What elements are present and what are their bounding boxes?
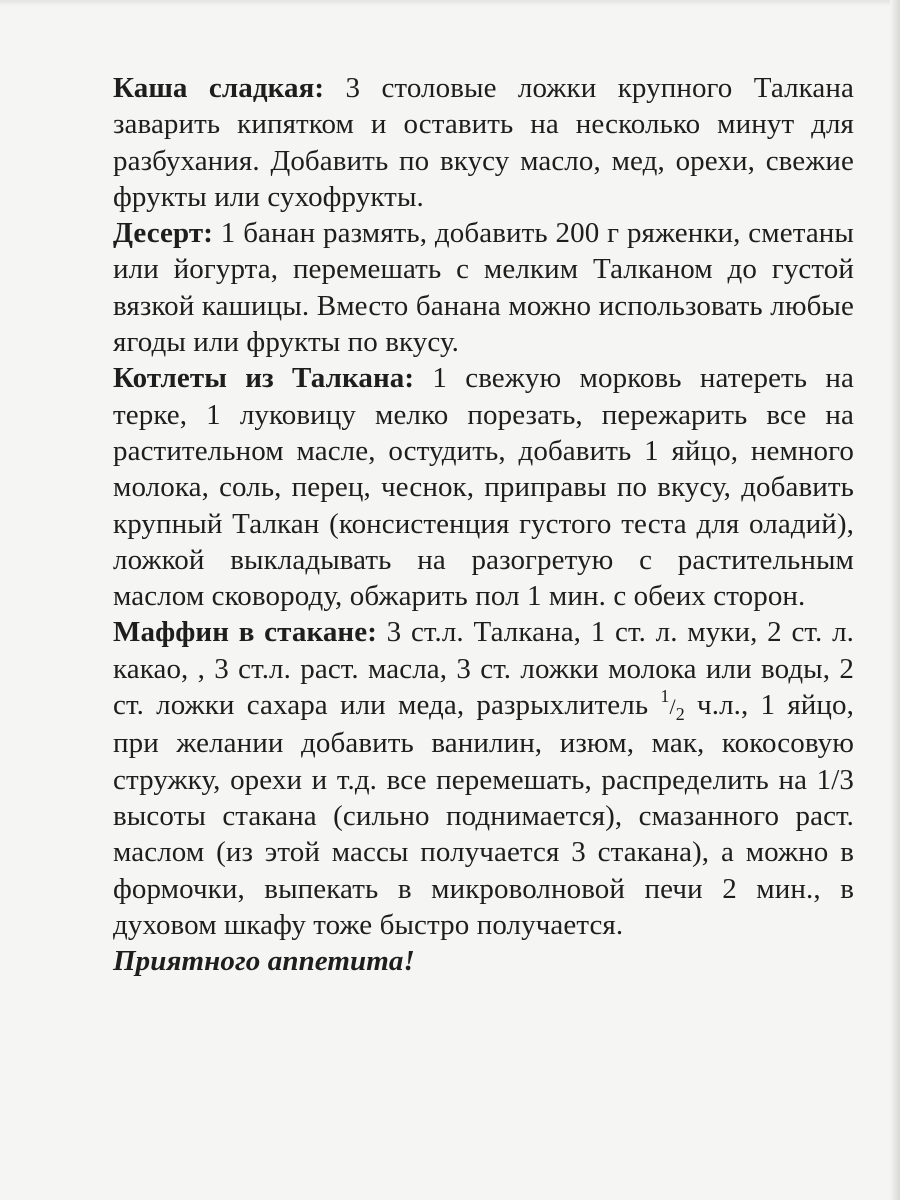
fraction-numerator: 1 [660, 686, 670, 707]
fraction-denominator: 2 [675, 704, 685, 725]
fraction-half [660, 686, 685, 725]
recipe-body: 1 свежую морковь натереть на терке, 1 луковицу мелко порезать, пережарить все на растительном масле, остудить, добавить 1 яйцо, немного молока, соль, перец, чеснок, приправы по вкусу, добавить крупный Талкан (консистенция густого теста для оладий), ложкой выкладывать на разогретую с растительным маслом сковороду, обжарить пол 1 мин. с обеих сторон. [113, 362, 854, 613]
paper-top-edge [0, 0, 900, 6]
recipe-heading: Десерт: [113, 217, 213, 250]
recipe-body: 1 банан размять, добавить 200 г ряженки, сметаны или йогурта, перемешать с мелким Талканом до густой вязкой кашицы. Вместо банана можно использовать любые ягоды или фрукты по вкусу. [113, 217, 854, 359]
recipe-dessert [113, 215, 854, 360]
recipe-body-end: ч.л., 1 яйцо, при желании добавить ванилин, изюм, мак, кокосовую стружку, орехи и т.д. все перемешать, распределить на 1/3 высоты стакана (сильно поднимается), смазанного раст. маслом (из этой массы получается 3 стакана), а можно в формочки, выпекать в микроволновой печи 2 мин., в духовом шкафу тоже быстро получается. [113, 689, 854, 941]
recipe-body-start: 3 ст.л. Талкана, 1 ст. л. муки, 2 ст. л. какао, , 3 ст.л. раст. масла, 3 ст. ложки молока или воды, 2 ст. ложки сахара или меда, разрыхлитель [113, 616, 854, 722]
recipe-heading: Каша сладкая: [113, 72, 325, 104]
paper-right-edge [890, 0, 900, 1200]
closing-wish: Приятного аппетита! [113, 945, 415, 978]
recipe-text [113, 70, 854, 979]
recipe-cutlets [113, 360, 854, 614]
recipe-porridge [113, 70, 854, 215]
recipe-heading: Маффин в стакане: [113, 616, 377, 649]
recipe-body: 3 столовые ложки крупного Талкана заварить кипятком и оставить на несколько минут для разбухания. Добавить по вкусу масло, мед, орехи, свежие фрукты или сухофрукты. [113, 72, 854, 213]
recipe-muffin [113, 614, 854, 943]
fraction-slash: / [669, 694, 676, 720]
recipe-heading: Котлеты из Талкана: [113, 362, 415, 395]
